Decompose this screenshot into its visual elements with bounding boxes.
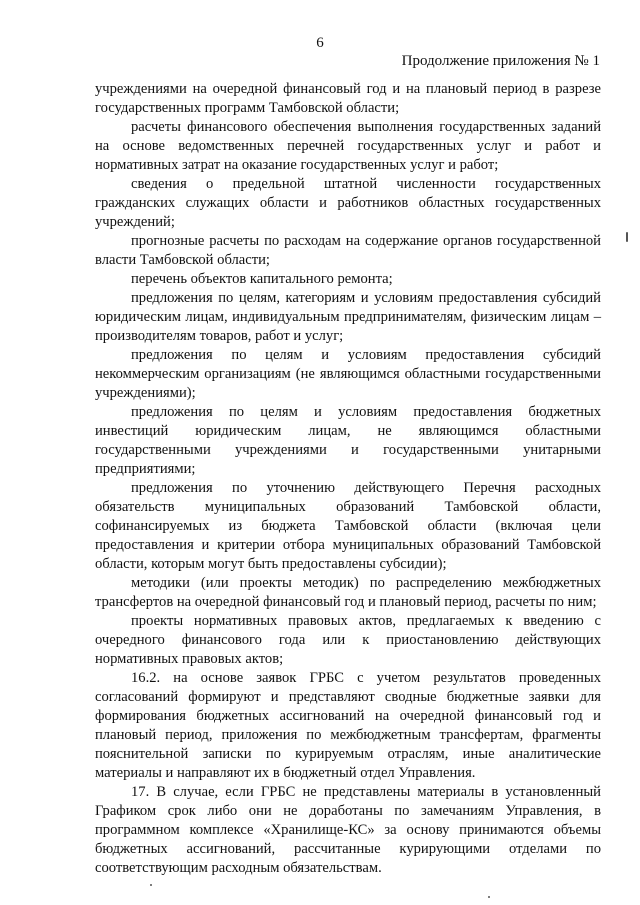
page-number: 6 — [316, 35, 324, 51]
paragraph-3: сведения о предельной штатной численности государственных гражданских служащих области и работников областных государственных учреждений; — [95, 176, 601, 230]
scan-speck — [150, 884, 152, 886]
paragraph-10: методики (или проекты методик) по распределению межбюджетных трансфертов на очередной финансовый год и плановый период, расчеты по ним; — [95, 575, 601, 610]
paragraph-17: 17. В случае, если ГРБС не представлены материалы в установленный Графиком срок либо они не доработаны по замечаниям Управления, в программном комплексе «Хранилище-КС» за основу принимаются объемы бюджетных ассигнований, рассчитанные курирующими отделами по соответствующим расходным обязательствам. — [95, 784, 601, 876]
scan-speck — [488, 896, 490, 898]
paragraph-1: учреждениями на очередной финансовый год и на плановый период в разрезе государственных программ Тамбовской области; — [95, 81, 601, 116]
paragraph-8: предложения по целям и условиям предоставления бюджетных инвестиций юридическим лицам, не являющимся областными государственными учреждениями и государственными унитарными предприятиями; — [95, 404, 601, 477]
paragraph-11: проекты нормативных правовых актов, предлагаемых к введению с очередного финансового года или к приостановлению действующих нормативных правовых актов; — [95, 613, 601, 667]
paragraph-2: расчеты финансового обеспечения выполнения государственных заданий на основе ведомственных перечней государственных услуг и работ и нормативных затрат на оказание государственных услуг и работ; — [95, 119, 601, 173]
paragraph-5: перечень объектов капитального ремонта; — [131, 271, 393, 287]
paragraph-9: предложения по уточнению действующего Перечня расходных обязательств муниципальных образований Тамбовской области, софинансируемых из бюджета Тамбовской области (включая цели предоставления и критерии отбора муниципальных образований Тамбовской области, которым могут быть предоставлены субсидии); — [95, 480, 601, 572]
scan-speck — [626, 232, 628, 242]
paragraph-6: предложения по целям, категориям и условиям предоставления субсидий юридическим лицам, индивидуальным предпринимателям, физическим лицам – производителям товаров, работ и услуг; — [95, 290, 601, 344]
paragraph-4: прогнозные расчеты по расходам на содержание органов государственной власти Тамбовской области; — [95, 233, 601, 268]
paragraph-7: предложения по целям и условиям предоставления субсидий некоммерческим организациям (не являющимся областными государственными учреждениями); — [95, 347, 601, 401]
appendix-continuation-note: Продолжение приложения № 1 — [401, 53, 600, 69]
paragraph-16-2: 16.2. на основе заявок ГРБС с учетом результатов проведенных согласований формируют и представляют сводные бюджетные заявки для формирования бюджетных ассигнований на очередной финансовый год и плановый период, приложения по межбюджетным трансфертам, фрагменты пояснительной записки по курируемым отраслям, иные аналитические материалы и направляют их в бюджетный отдел Управления. — [95, 670, 601, 781]
document-body — [95, 80, 601, 878]
